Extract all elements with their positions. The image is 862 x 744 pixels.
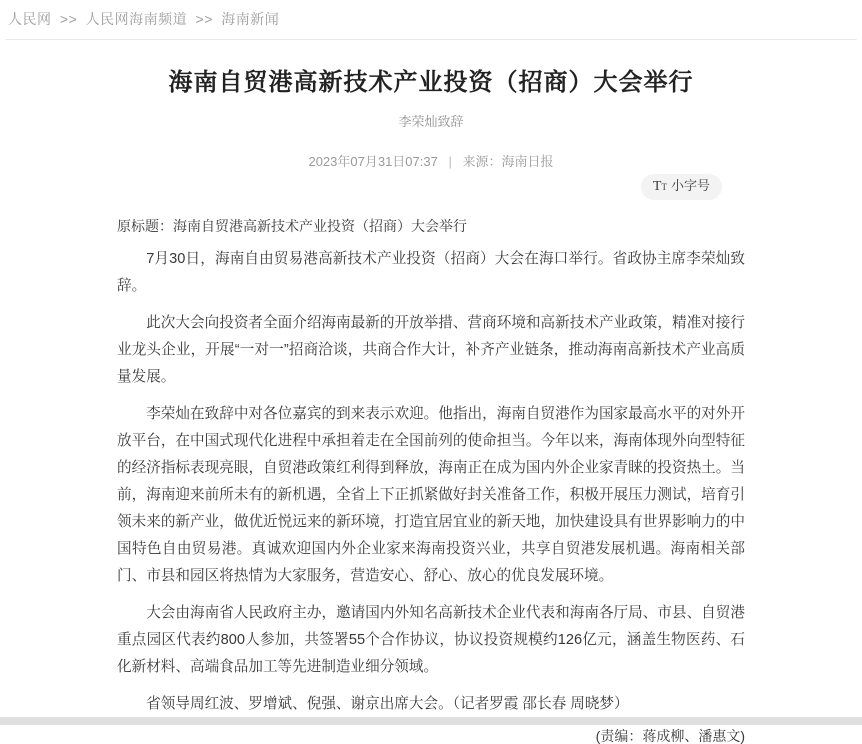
page-title: 海南自贸港高新技术产业投资（招商）大会举行 bbox=[168, 69, 694, 96]
font-size-icon: TT bbox=[652, 179, 667, 194]
article-paragraph: 省领导周红波、罗增斌、倪强、谢京出席大会。（记者罗霞 邵长春 周晓梦） bbox=[146, 696, 629, 712]
article-meta bbox=[0, 151, 862, 170]
breadcrumb-divider bbox=[5, 39, 857, 40]
meta-divider: | bbox=[448, 154, 452, 169]
article-paragraph: 大会由海南省人民政府主办，邀请国内外知名高新技术企业代表和海南各厅局、市县、自贸港重点园区代表约800人参加，共签署55个合作协议，协议投资规模约126亿元，涵盖生物医药、石化新材料、高端食品加工等先进制造业细分领域。 bbox=[117, 605, 745, 675]
font-size-button-label: 小字号 bbox=[670, 178, 710, 193]
article-paragraph: 此次大会向投资者全面介绍海南最新的开放举措、营商环境和高新技术产业政策，精准对接行业龙头企业，开展“一对一”招商洽谈，共商合作大计，补齐产业链条，推动海南高新技术产业高质量发展。 bbox=[117, 315, 745, 385]
article-paragraph: 7月30日，海南自由贸易港高新技术产业投资（招商）大会在海口举行。省政协主席李荣灿致辞。 bbox=[117, 251, 745, 294]
publish-time: 2023年07月31日07:37 bbox=[308, 154, 438, 169]
breadcrumb-item-people-net[interactable]: 人民网 bbox=[8, 11, 52, 27]
breadcrumb bbox=[0, 0, 862, 29]
original-title: 原标题：海南自贸港高新技术产业投资（招商）大会举行 bbox=[117, 218, 467, 234]
breadcrumb-separator: >> bbox=[59, 11, 78, 27]
article-toolbar bbox=[117, 174, 745, 200]
source-link[interactable]: 海南日报 bbox=[501, 154, 554, 169]
breadcrumb-item-hainan-news[interactable]: 海南新闻 bbox=[221, 11, 280, 27]
font-size-button[interactable] bbox=[641, 174, 722, 200]
source-prefix: 来源： bbox=[462, 154, 502, 169]
article-paragraph: 李荣灿在致辞中对各位嘉宾的到来表示欢迎。他指出，海南自贸港作为国家最高水平的对外开放平台，在中国式现代化进程中承担着走在全国前列的使命担当。今年以来，海南体现外向型特征的经济指标表现亮眼，自贸港政策红利得到释放，海南正在成为国内外企业家青睐的投资热土。当前，海南迎来前所未有的新机遇，全省上下正抓紧做好封关准备工作，积极开展压力测试，培育引领未来的新产业，做优近悦远来的新环境，打造宜居宜业的新天地，加快建设具有世界影响力的中国特色自由贸易港。真诚欢迎国内外企业家来海南投资兴业，共享自贸港发展机遇。海南相关部门、市县和园区将热情为大家服务，营造安心、舒心、放心的优良发展环境。 bbox=[117, 406, 745, 584]
breadcrumb-separator: >> bbox=[195, 11, 213, 27]
article-subtitle: 李荣灿致辞 bbox=[398, 114, 464, 129]
page-bottom-edge bbox=[0, 717, 862, 725]
editors-credit: (责编：蒋成柳、潘惠文) bbox=[595, 728, 745, 744]
article-body bbox=[117, 216, 745, 744]
breadcrumb-item-hainan-channel[interactable]: 人民网海南频道 bbox=[85, 11, 188, 27]
